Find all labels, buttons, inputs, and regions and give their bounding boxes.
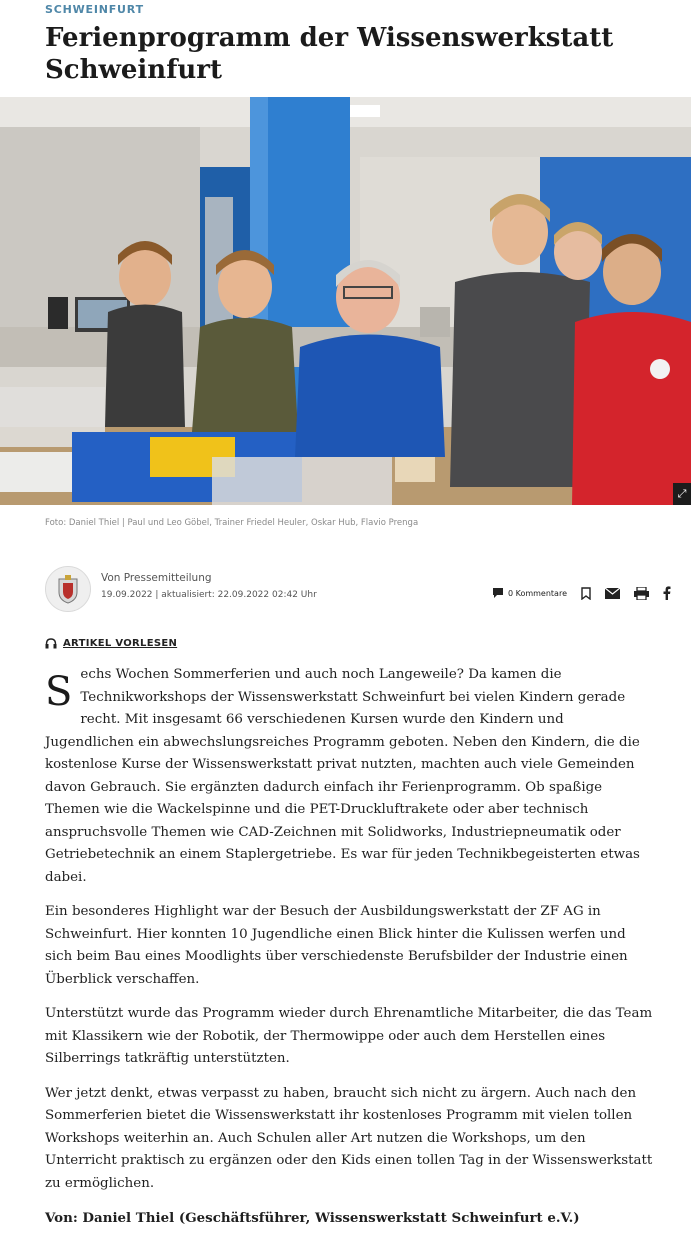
article-toolbar [478, 584, 671, 602]
listen-label: ARTIKEL VORLESEN [63, 638, 178, 649]
paragraph: Ein besonderes Highlight war der Besuch der Ausbildungswerkstatt der ZF AG in Schweinfurt. Hier konnten 10 Jugendliche einen Blick hinter die Kulissen werfen und sich beim Bau eines Moodlights über verschiedenste Berufsbilder der Industrie einen Überblick verschaffen. [45, 904, 628, 987]
listen-article-button[interactable] [45, 634, 177, 653]
author-line[interactable]: Von Pressemitteilung [101, 572, 212, 584]
expand-icon[interactable]: ⤢ [673, 483, 691, 505]
email-button[interactable] [605, 588, 620, 599]
printer-icon [634, 587, 649, 600]
speech-bubble-icon [492, 587, 504, 599]
envelope-icon [605, 588, 620, 599]
section-kicker[interactable]: SCHWEINFURT [45, 3, 144, 16]
facebook-icon [663, 586, 671, 600]
byline [45, 566, 665, 612]
facebook-share-button[interactable] [663, 586, 671, 600]
paragraph [45, 664, 655, 889]
publish-dates: 19.09.2022 | aktualisiert: 22.09.2022 02:42 Uhr [101, 590, 317, 600]
print-button[interactable] [634, 587, 649, 600]
comments-button[interactable] [492, 587, 567, 599]
paragraph-text: echs Wochen Sommerferien und auch noch Langeweile? Da kamen die Technikworkshops der Wissenswerkstatt Schweinfurt bei vielen Kindern gerade recht. Mit insgesamt 66 verschiedenen Kursen wurde den Kindern und Jugendlichen ein abwechslungsreiches Programm geboten. Neben den Kindern, die die kostenlose Kurse der Wissenswerkstatt privat nutzten, machten auch viele Gemeinden davon Gebrauch. Sie ergänzten dadurch einfach ihr Ferienprogramm. Ob spaßige Themen wie die Wackelspinne und die PET-Druckluftrakete oder aber technisch anspruchsvolle Themen wie CAD-Zeichnen mit Solidworks, Industriepneumatik oder Getriebetechnik an einem Staplergetriebe. Es war für jeden Technikbegeisterten etwas dabei. [45, 667, 640, 885]
comments-count: 0 Kommentare [507, 588, 567, 598]
author-avatar [45, 566, 91, 612]
drop-cap: S [45, 669, 73, 715]
article-photo[interactable] [0, 97, 691, 505]
signoff: Von: Daniel Thiel (Geschäftsführer, Wissenswerkstatt Schweinfurt e.V.) [45, 1210, 580, 1226]
paragraph: Unterstützt wurde das Programm wieder durch Ehrenamtliche Mitarbeiter, die das Team mit Klassikern wie der Robotik, der Thermowippe oder auch dem Herstellen eines Silberrings tatkräftig unterstützten. [45, 1006, 653, 1066]
bookmark-button[interactable] [581, 587, 591, 600]
article-title: Ferienprogramm der Wissenswerkstatt Schweinfurt [45, 23, 614, 85]
article-body [45, 664, 655, 1242]
bookmark-icon [581, 587, 591, 600]
headphones-icon [45, 634, 57, 653]
paragraph: Wer jetzt denkt, etwas verpasst zu haben, braucht sich nicht zu ärgern. Auch nach den Sommerferien bietet die Wissenswerkstatt ihr kostenloses Programm mit vielen tollen Workshops weiterhin an. Auch Schulen aller Art nutzen die Workshops, um den Unterricht praktisch zu ergänzen oder den Kids einen tollen Tag in der Wissenswerkstatt zu ermöglichen. [45, 1085, 653, 1191]
photo-caption: Foto: Daniel Thiel | Paul und Leo Göbel, Trainer Friedel Heuler, Oskar Hub, Flavio Prenga [45, 518, 419, 528]
